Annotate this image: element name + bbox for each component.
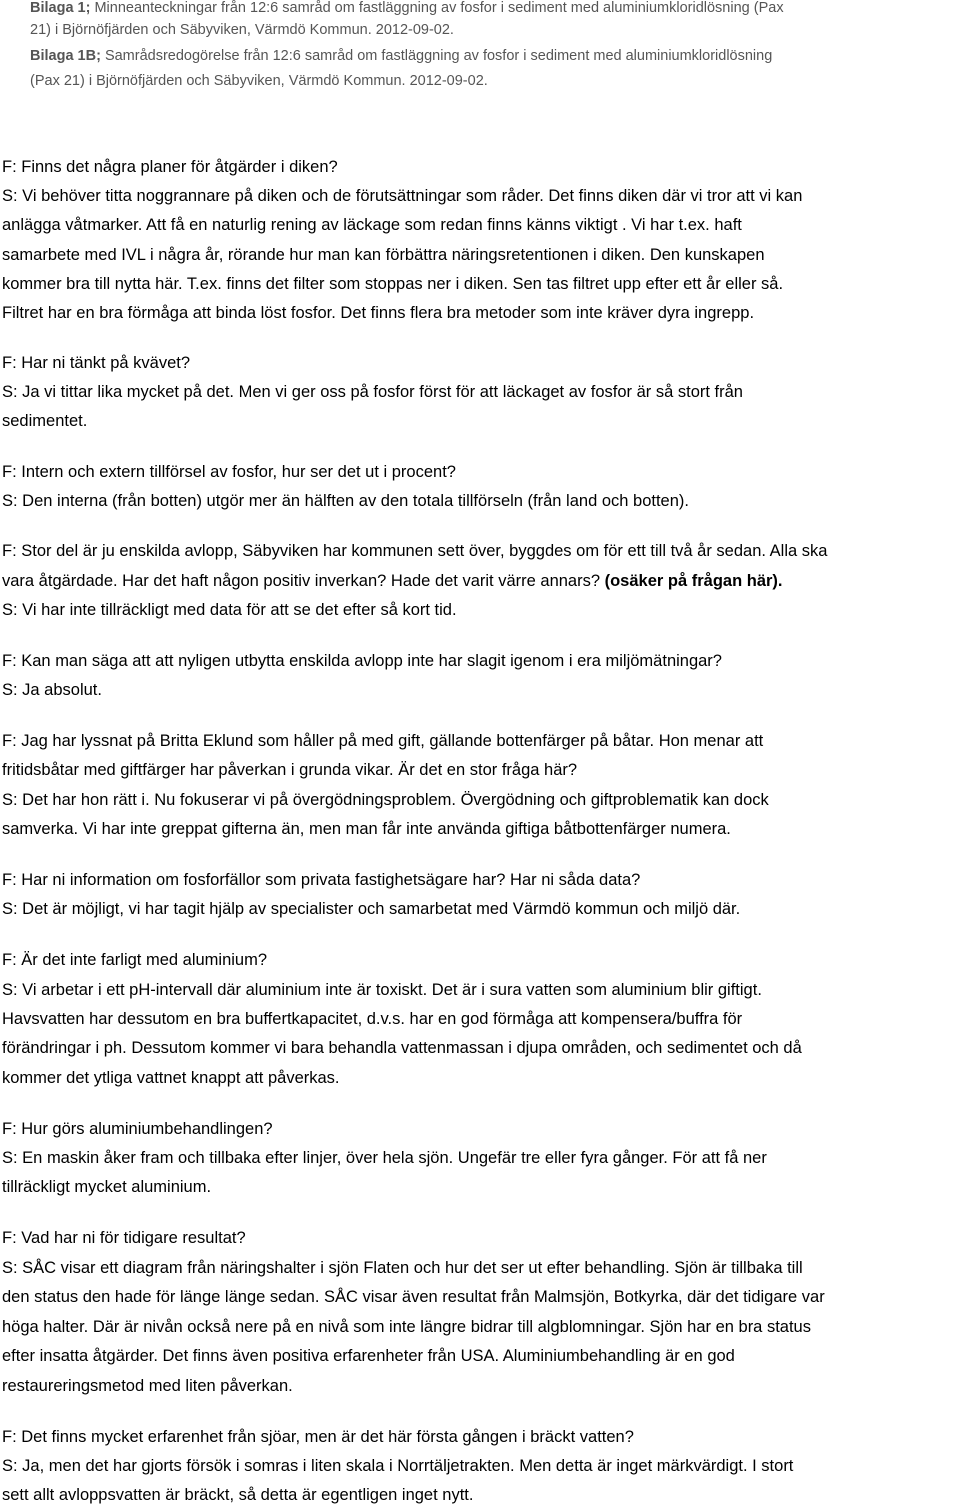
text-line: samverka. Vi har inte greppat gifterna än, men man får inte använda giftiga båtbottenfärger numera. bbox=[2, 820, 731, 838]
text-line bbox=[2, 570, 960, 592]
text-line: anlägga våtmarker. Att få en naturlig rening av läckage som redan finns känns viktigt . Vi har t.ex. haft bbox=[2, 216, 742, 234]
text-line: S: Det har hon rätt i. Nu fokuserar vi på övergödningsproblem. Övergödning och giftproblematik kan dock bbox=[2, 791, 769, 809]
text-line: F: Stor del är ju enskilda avlopp, Säbyviken har kommunen sett över, byggdes om för ett till två år sedan. Alla ska bbox=[2, 542, 828, 560]
text-line: F: Intern och extern tillförsel av fosfor, hur ser det ut i procent? bbox=[2, 463, 456, 481]
text-line: F: Har ni information om fosforfällor som privata fastighetsägare har? Har ni såda data? bbox=[2, 871, 641, 889]
text-line: Havsvatten har dessutom en bra buffertkapacitet, d.v.s. har en god förmåga att kompensera/buffra för bbox=[2, 1010, 743, 1028]
text-line: förändringar i ph. Dessutom kommer vi bara behandla vattenmassan i djupa områden, och sedimentet och då bbox=[2, 1039, 802, 1057]
text-line: Filtret har en bra förmåga att binda löst fosfor. Det finns flera bra metoder som inte kräver dyra ingrepp. bbox=[2, 304, 755, 322]
text-line: efter insatta åtgärder. Det finns även positiva erfarenheter från USA. Aluminiumbehandling är en god bbox=[2, 1347, 735, 1365]
text-line: S: Det är möjligt, vi har tagit hjälp av specialister och samarbetat med Värmdö kommun och miljö där. bbox=[2, 900, 741, 918]
text-line: kommer det ytliga vattnet knappt att påverkas. bbox=[2, 1069, 340, 1087]
text-line: sett allt avloppsvatten är bräckt, så detta är egentligen inget nytt. bbox=[2, 1486, 474, 1504]
text-line: F: Har ni tänkt på kvävet? bbox=[2, 354, 191, 372]
header-line-1 bbox=[30, 0, 930, 16]
header-text-3: Samrådsredogörelse från 12:6 samråd om fastläggning av fosfor i sediment med aluminiumkloridlösning bbox=[100, 48, 773, 64]
header-text-1: Minneanteckningar från 12:6 samråd om fastläggning av fosfor i sediment med aluminiumkloridlösning (Pax bbox=[90, 0, 784, 16]
text-line: S: Ja, men det har gjorts försök i somras i liten skala i Norrtäljetrakten. Men detta är inget märkvärdigt. I stort bbox=[2, 1457, 794, 1475]
header-label-bilaga-1b: Bilaga 1B; bbox=[30, 48, 101, 64]
text-line: höga halter. Där är nivån också nere på en nivå som inte längre bidrar till algblomningar. Sjön har en bra status bbox=[2, 1318, 811, 1336]
text-line: F: Det finns mycket erfarenhet från sjöar, men är det här första gången i bräckt vatten? bbox=[2, 1428, 634, 1446]
text-line: den status den hade för länge länge sedan. SÅC visar även resultat från Malmsjön, Botkyrka, där det tidigare var bbox=[2, 1288, 825, 1306]
text-segment: vara åtgärdade. Har det haft någon positiv inverkan? Hade det varit värre annars? bbox=[2, 572, 605, 590]
text-line: F: Finns det några planer för åtgärder i diken? bbox=[2, 158, 338, 176]
text-line: fritidsbåtar med giftfärger har påverkan i grunda vikar. Är det en stor fråga här? bbox=[2, 761, 578, 779]
text-line: S: En maskin åker fram och tillbaka efter linjer, över hela sjön. Ungefär tre eller fyra gånger. För att få ner bbox=[2, 1149, 767, 1167]
text-line: S: Ja vi tittar lika mycket på det. Men vi ger oss på fosfor först för att läckaget av fosfor är så stort från bbox=[2, 383, 743, 401]
text-line: S: Den interna (från botten) utgör mer än hälften av den totala tillförseln (från land och botten). bbox=[2, 492, 689, 510]
text-line: F: Hur görs aluminiumbehandlingen? bbox=[2, 1120, 273, 1138]
header-line-3 bbox=[30, 48, 930, 64]
bold-note: (osäker på frågan här). bbox=[604, 572, 783, 590]
text-line: sedimentet. bbox=[2, 412, 88, 430]
text-line: samarbete med IVL i några år, rörande hur man kan förbättra näringsretentionen i diken. Den kunskapen bbox=[2, 246, 765, 264]
text-line: F: Vad har ni för tidigare resultat? bbox=[2, 1229, 246, 1247]
document-header bbox=[0, 0, 960, 103]
text-line: F: Kan man säga att att nyligen utbytta enskilda avlopp inte har slagit igenom i era miljömätningar? bbox=[2, 652, 722, 670]
text-line: F: Är det inte farligt med aluminium? bbox=[2, 951, 268, 969]
text-line: F: Jag har lyssnat på Britta Eklund som håller på med gift, gällande bottenfärger på båtar. Hon menar att bbox=[2, 732, 764, 750]
text-line: restaureringsmetod med liten påverkan. bbox=[2, 1377, 293, 1395]
header-line-4: (Pax 21) i Björnöfjärden och Säbyviken, Värmdö Kommun. 2012-09-02. bbox=[30, 73, 488, 89]
text-line: tillräckligt mycket aluminium. bbox=[2, 1178, 212, 1196]
text-line: S: Vi har inte tillräckligt med data för att se det efter så kort tid. bbox=[2, 601, 457, 619]
text-line: kommer bra till nytta här. T.ex. finns det filter som stoppas ner i diken. Sen tas filtret upp efter ett år eller så. bbox=[2, 275, 784, 293]
text-line: S: Vi behöver titta noggrannare på diken och de förutsättningar som råder. Det finns diken där vi tror att vi kan bbox=[2, 187, 803, 205]
header-label-bilaga-1: Bilaga 1; bbox=[30, 0, 91, 16]
text-line: S: Ja absolut. bbox=[2, 681, 102, 699]
header-line-2: 21) i Björnöfjärden och Säbyviken, Värmdö Kommun. 2012-09-02. bbox=[30, 22, 454, 38]
text-line: S: Vi arbetar i ett pH-intervall där aluminium inte är toxiskt. Det är i sura vatten som aluminium blir giftigt. bbox=[2, 981, 762, 999]
text-line: S: SÅC visar ett diagram från näringshalter i sjön Flaten och hur det ser ut efter behandling. Sjön är tillbaka till bbox=[2, 1259, 803, 1277]
